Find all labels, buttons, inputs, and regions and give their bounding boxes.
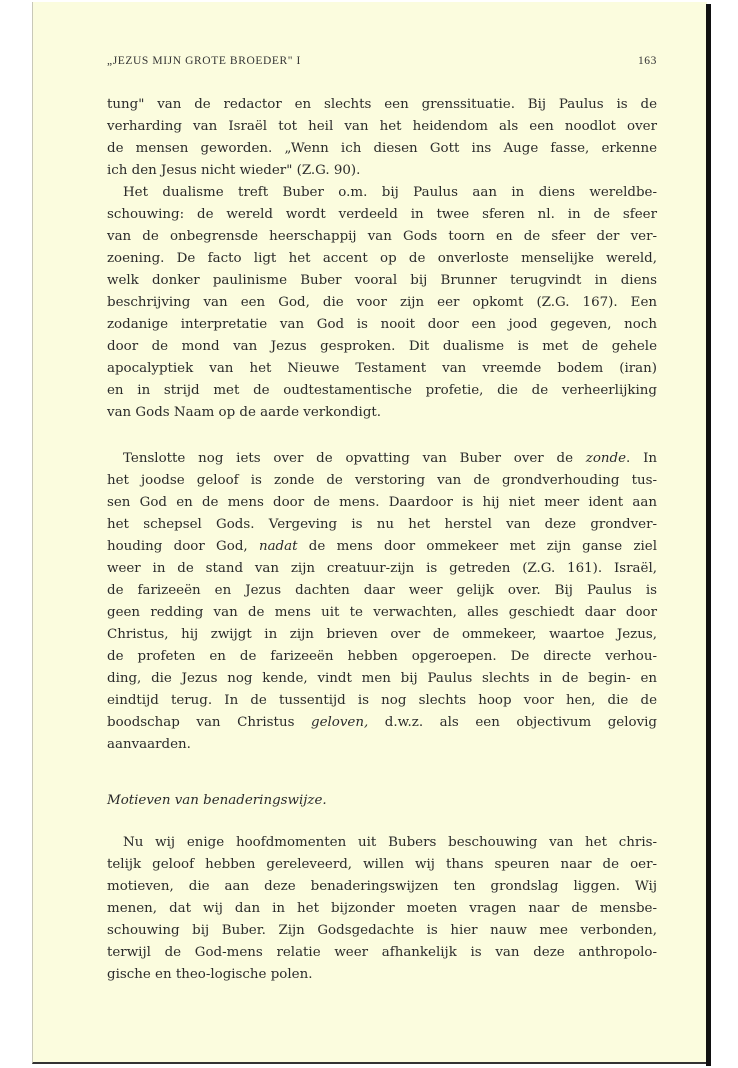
line-text: Tenslotte nog iets over de opvatting van Buber over de	[123, 451, 586, 466]
paragraph-gap	[107, 756, 657, 790]
line-text: apocalyptiek van het Nieuwe Testament van vreemde bodem (iran)	[107, 361, 657, 376]
paragraph	[107, 448, 657, 756]
emphasized-text: zonde	[585, 451, 627, 466]
text-line	[107, 536, 657, 558]
text-line	[107, 292, 657, 314]
line-text: ich den Jesus nicht wieder" (Z.G. 90).	[107, 163, 361, 178]
text-line	[107, 116, 657, 138]
line-text: menen, dat wij dan in het bijzonder moeten vragen naar de mensbe-	[107, 901, 657, 916]
text-line	[107, 358, 657, 380]
text-line	[107, 138, 657, 160]
text-line	[107, 182, 657, 204]
running-title: „JEZUS MIJN GROTE BROEDER" I	[107, 55, 301, 67]
text-line	[107, 876, 657, 898]
text-line	[107, 712, 657, 734]
text-line	[107, 270, 657, 292]
line-text: de farizeeën en Jezus dachten daar weer gelijk over. Bij Paulus is	[107, 583, 657, 598]
text-line	[107, 854, 657, 876]
line-text: motieven, die aan deze benaderingswijzen ten grondslag liggen. Wij	[107, 879, 657, 894]
line-text: de profeten en de farizeeën hebben opgeroepen. De directe verhou-	[107, 649, 657, 664]
line-text: zodanige interpretatie van God is nooit door een jood gegeven, noch	[107, 317, 657, 332]
line-text: sen God en de mens door de mens. Daardoor is hij niet meer ident aan	[107, 495, 657, 510]
line-text: terwijl de God-mens relatie weer afhankelijk is van deze anthropolo-	[107, 945, 657, 960]
text-line	[107, 964, 657, 986]
line-text: de mensen geworden. „Wenn ich diesen Gott ins Auge fasse, erkenne	[107, 141, 657, 156]
text-line	[107, 690, 657, 712]
line-text: houding door God,	[107, 539, 259, 554]
line-text: van Gods Naam op de aarde verkondigt.	[107, 405, 382, 420]
running-header	[107, 55, 657, 67]
line-text: schouwing bij Buber. Zijn Godsgedachte is hier nauw mee verbonden,	[107, 923, 657, 938]
line-text: het joodse geloof is zonde de verstoring van de grondverhouding tus-	[107, 473, 657, 488]
line-text: telijk geloof hebben gereleveerd, willen wij thans speuren naar de oer-	[107, 857, 657, 872]
text-line	[107, 602, 657, 624]
line-text: verharding van Israël tot heil van het heidendom als een noodlot over	[107, 119, 657, 134]
text-line	[107, 624, 657, 646]
line-text: van de onbegrensde heerschappij van Gods toorn en de sfeer der ver-	[107, 229, 657, 244]
text-line	[107, 668, 657, 690]
text-line	[107, 160, 657, 182]
text-line	[107, 898, 657, 920]
text-line	[107, 204, 657, 226]
section-heading: Motieven van benaderingswijze.	[107, 793, 327, 808]
page-number: 163	[637, 55, 657, 67]
body-text	[107, 94, 657, 986]
line-text: het schepsel Gods. Vergeving is nu het herstel van deze grondver-	[107, 517, 657, 532]
line-text: tung" van de redactor en slechts een grenssituatie. Bij Paulus is de	[107, 97, 657, 112]
line-text: eindtijd terug. In de tussentijd is nog slechts hoop voor hen, die de	[107, 693, 657, 708]
text-line	[107, 734, 657, 756]
text-line	[107, 448, 657, 470]
line-text: Het dualisme treft Buber o.m. bij Paulus aan in diens wereldbe-	[123, 185, 657, 200]
paragraph	[107, 182, 657, 424]
paragraph	[107, 94, 657, 182]
page-edge-shadow	[706, 4, 711, 1066]
line-text: Nu wij enige hoofdmomenten uit Bubers beschouwing van het chris-	[123, 835, 657, 850]
text-line	[107, 832, 657, 854]
text-line	[107, 558, 657, 580]
text-line	[107, 514, 657, 536]
text-line	[107, 226, 657, 248]
text-line	[107, 402, 657, 424]
line-text: beschrijving van een God, die voor zijn eer opkomt (Z.G. 167). Een	[107, 295, 657, 310]
line-text: en in strijd met de oudtestamentische profetie, die de verheerlijking	[107, 383, 657, 398]
text-line	[107, 470, 657, 492]
emphasized-text: geloven,	[311, 715, 369, 730]
paragraph	[107, 832, 657, 986]
line-text: . In	[626, 451, 657, 466]
text-line	[107, 380, 657, 402]
line-text: ding, die Jezus nog kende, vindt men bij Paulus slechts in de begin- en	[107, 671, 657, 686]
line-text: aanvaarden.	[107, 737, 191, 752]
line-text: de mens door ommekeer met zijn ganse ziel	[297, 539, 657, 554]
text-line	[107, 580, 657, 602]
text-line	[107, 94, 657, 116]
text-line	[107, 942, 657, 964]
text-line	[107, 314, 657, 336]
text-line	[107, 248, 657, 270]
line-text: door de mond van Jezus gesproken. Dit dualisme is met de gehele	[107, 339, 657, 354]
line-text: d.w.z. als een objectivum gelovig	[368, 715, 657, 730]
paragraph-gap	[107, 424, 657, 448]
text-line	[107, 920, 657, 942]
line-text: gische en theo-logische polen.	[107, 967, 313, 982]
line-text: Christus, hij zwijgt in zijn brieven over de ommekeer, waartoe Jezus,	[107, 627, 657, 642]
line-text: welk donker paulinisme Buber vooral bij Brunner terugvindt in diens	[107, 273, 657, 288]
line-text: zoening. De facto ligt het accent op de onverloste menselijke wereld,	[107, 251, 657, 266]
paragraph-gap	[107, 812, 657, 832]
line-text: geen redding van de mens uit te verwachten, alles geschiedt daar door	[107, 605, 657, 620]
text-line	[107, 336, 657, 358]
emphasized-text: nadat	[258, 539, 298, 554]
line-text: weer in de stand van zijn creatuur-zijn is getreden (Z.G. 161). Israël,	[107, 561, 657, 576]
line-text: boodschap van Christus	[107, 715, 312, 730]
line-text: schouwing: de wereld wordt verdeeld in twee sferen nl. in de sfeer	[107, 207, 657, 222]
text-line	[107, 492, 657, 514]
text-line	[107, 646, 657, 668]
